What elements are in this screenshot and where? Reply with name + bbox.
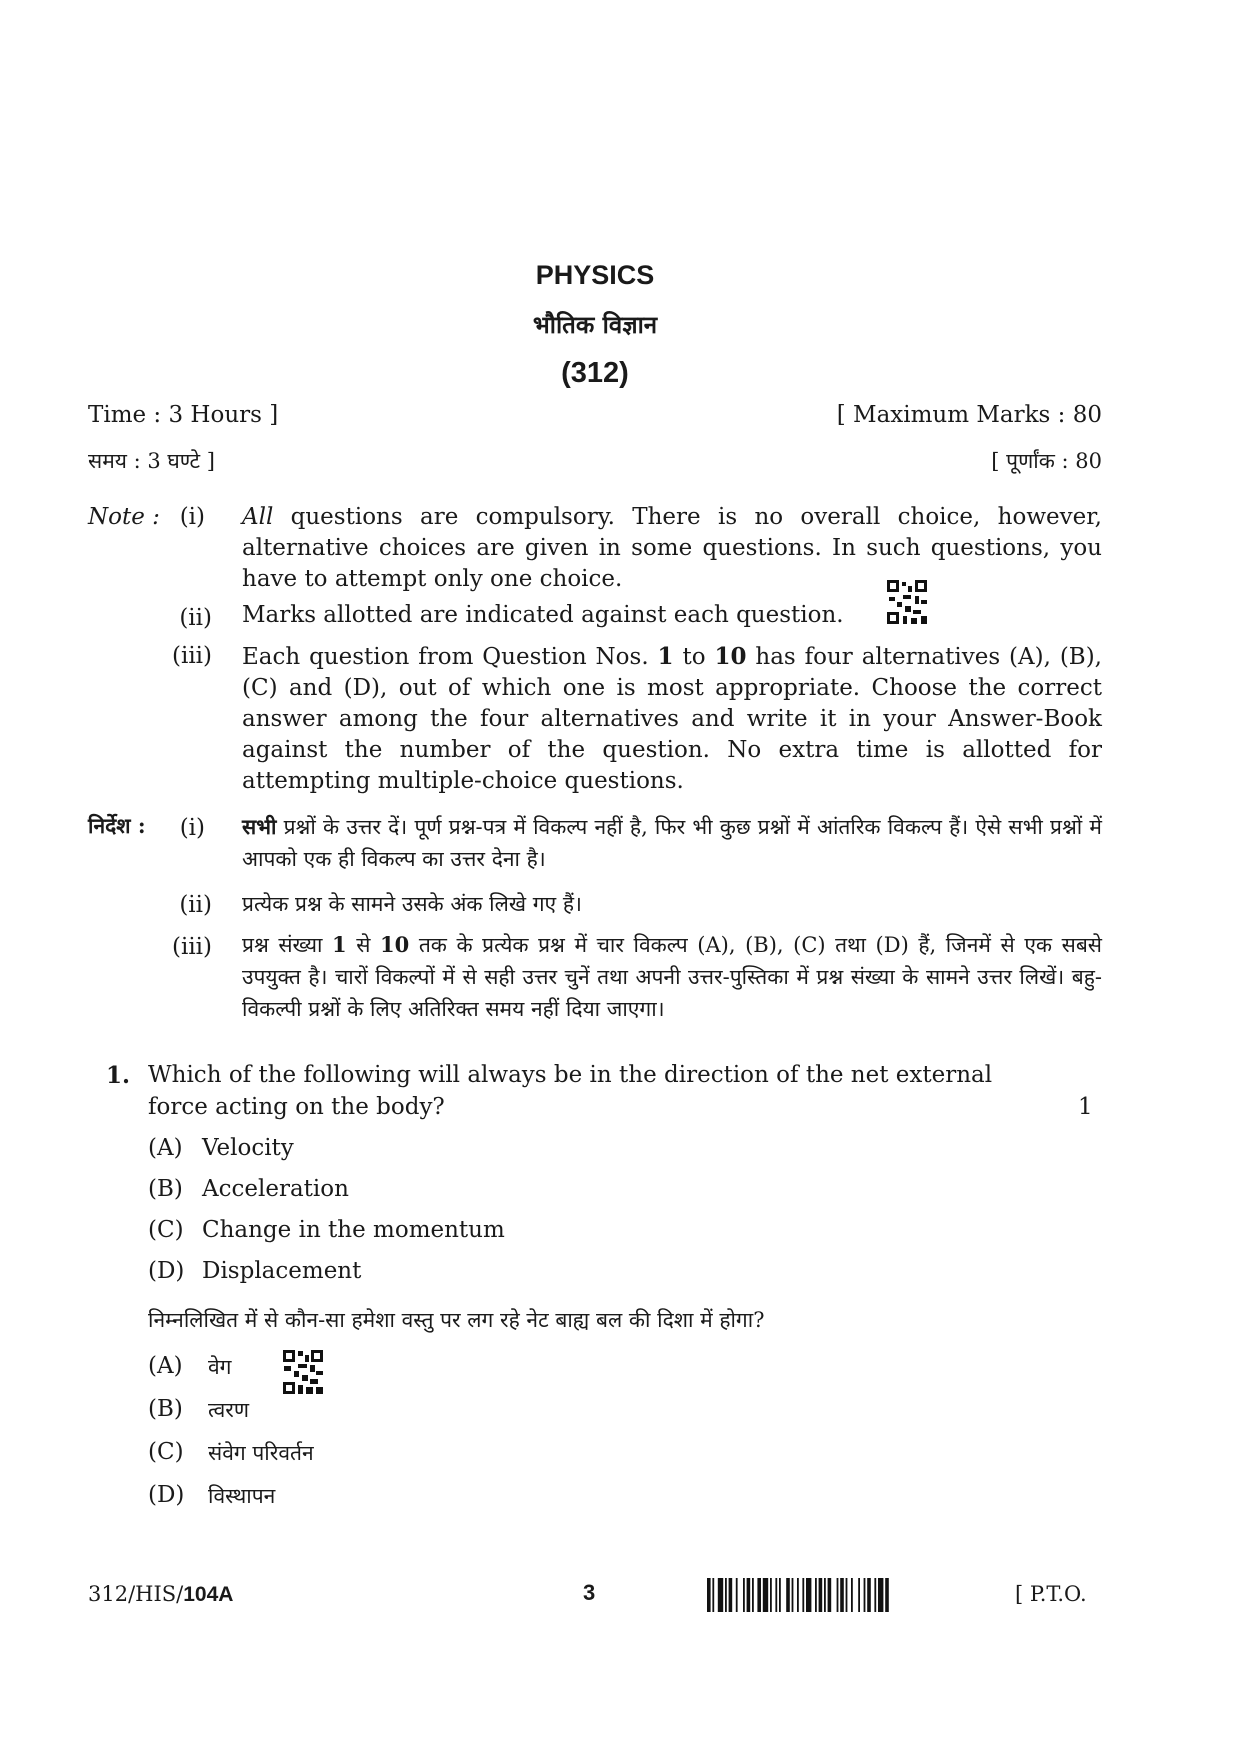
- question-text-line2: force acting on the body?: [148, 1094, 445, 1120]
- note-label: Note :: [88, 504, 160, 530]
- note-item-3: [242, 641, 1102, 797]
- nirdesh-item-1: [242, 811, 1102, 875]
- note-item-3-text: Each question from Question Nos.: [242, 644, 658, 670]
- option-label: (C): [148, 1439, 184, 1465]
- option-label: (B): [148, 1396, 183, 1422]
- paper-code-prefix: 312/HIS/: [88, 1582, 184, 1606]
- option-text-hi: विस्थापन: [208, 1484, 276, 1508]
- nirdesh-label: निर्देश :: [88, 813, 146, 838]
- max-marks-hi: [ पूर्णांक : 80: [991, 449, 1102, 473]
- option-text: Acceleration: [202, 1176, 349, 1202]
- option-text: Displacement: [202, 1258, 362, 1284]
- paper-code: [88, 1582, 233, 1607]
- page-number: 3: [583, 1580, 596, 1605]
- note-item-3-bold: 1: [657, 643, 674, 670]
- time-hi: समय : 3 घण्टे ]: [88, 449, 216, 473]
- note-num: (i): [179, 504, 205, 530]
- subject-code: (312): [561, 357, 629, 389]
- qr-code-icon: [887, 580, 927, 624]
- nirdesh-item-1-lead: सभी: [242, 814, 277, 839]
- pto-label: [ P.T.O.: [1015, 1582, 1087, 1606]
- nirdesh-num: (ii): [179, 892, 212, 918]
- nirdesh-item-2: प्रत्येक प्रश्न के सामने उसके अंक लिखे गए हैं।: [242, 892, 582, 916]
- note-num: (ii): [179, 605, 212, 631]
- max-marks-en: [ Maximum Marks : 80: [836, 402, 1102, 428]
- paper-code-bold: 104A: [183, 1583, 234, 1606]
- option-text-hi: त्वरण: [208, 1398, 250, 1422]
- option-label: (B): [148, 1176, 183, 1202]
- question-text-hi: निम्नलिखित में से कौन-सा हमेशा वस्तु पर लग रहे नेट बाह्य बल की दिशा में होगा?: [148, 1308, 765, 1332]
- nirdesh-item-3: [242, 929, 1102, 1025]
- nirdesh-item-3-text: तक के प्रत्येक प्रश्न में चार विकल्प (A), (B), (C) तथा (D) हैं, जिनमें से एक सबसे उपयुक्त है। चारों विकल्पों में से सही उत्तर चुनें तथा अपनी उत्तर-पुस्तिका में प्रश्न संख्या के सामने उत्तर लिखें। बहु-विकल्पी प्रश्नों के लिए अतिरिक्त समय नहीं दिया जाएगा।: [242, 933, 1103, 1021]
- option-label: (D): [148, 1482, 185, 1508]
- option-label: (A): [148, 1135, 183, 1161]
- option-label: (C): [148, 1217, 184, 1243]
- subject-title-en: PHYSICS: [535, 260, 655, 290]
- option-text-hi: वेग: [208, 1355, 232, 1379]
- barcode-icon: [707, 1578, 997, 1612]
- note-item-1-lead: All: [242, 504, 274, 530]
- qr-code-icon: [283, 1350, 323, 1394]
- nirdesh-num: (i): [179, 815, 205, 841]
- note-item-2: Marks allotted are indicated against each question.: [242, 602, 844, 628]
- note-item-3-text: to: [673, 644, 715, 670]
- nirdesh-num: (iii): [171, 934, 212, 960]
- option-label: (A): [148, 1353, 183, 1379]
- nirdesh-item-1-text: प्रश्नों के उत्तर दें। पूर्ण प्रश्न-पत्र में विकल्प नहीं है, फिर भी कुछ प्रश्नों में आंतरिक विकल्प हैं। ऐसे सभी प्रश्नों में आपको एक ही विकल्प का उत्तर देना है।: [242, 815, 1102, 871]
- note-item-1-text: questions are compulsory. There is no overall choice, however, alternative choices are given in some questions. In such questions, you have to attempt only one choice.: [242, 504, 1102, 592]
- question-text-line1: Which of the following will always be in the direction of the net external: [148, 1062, 993, 1088]
- time-en: Time : 3 Hours ]: [88, 402, 279, 428]
- question-marks: 1: [1078, 1094, 1093, 1120]
- nirdesh-item-3-text: प्रश्न संख्या: [242, 933, 333, 957]
- nirdesh-item-3-text: से: [346, 933, 381, 957]
- option-text: Velocity: [202, 1135, 294, 1161]
- option-label: (D): [148, 1258, 185, 1284]
- note-item-3-text: has four alternatives (A), (B), (C) and (D), out of which one is most appropriate. Choose the correct answer among the four alternatives and write it in your Answer-Book against the number of the question. No extra time is allotted for attempting multiple-choice questions.: [242, 644, 1102, 794]
- note-num: (iii): [171, 643, 212, 669]
- nirdesh-item-3-bold: 1: [332, 932, 347, 957]
- subject-title-hi: भौतिक विज्ञान: [532, 310, 658, 339]
- option-text-hi: संवेग परिवर्तन: [208, 1441, 314, 1465]
- option-text: Change in the momentum: [202, 1217, 505, 1243]
- note-item-3-bold: 10: [714, 643, 747, 670]
- question-number: 1.: [106, 1062, 131, 1089]
- note-item-1: [242, 502, 1102, 595]
- nirdesh-item-3-bold: 10: [380, 932, 410, 957]
